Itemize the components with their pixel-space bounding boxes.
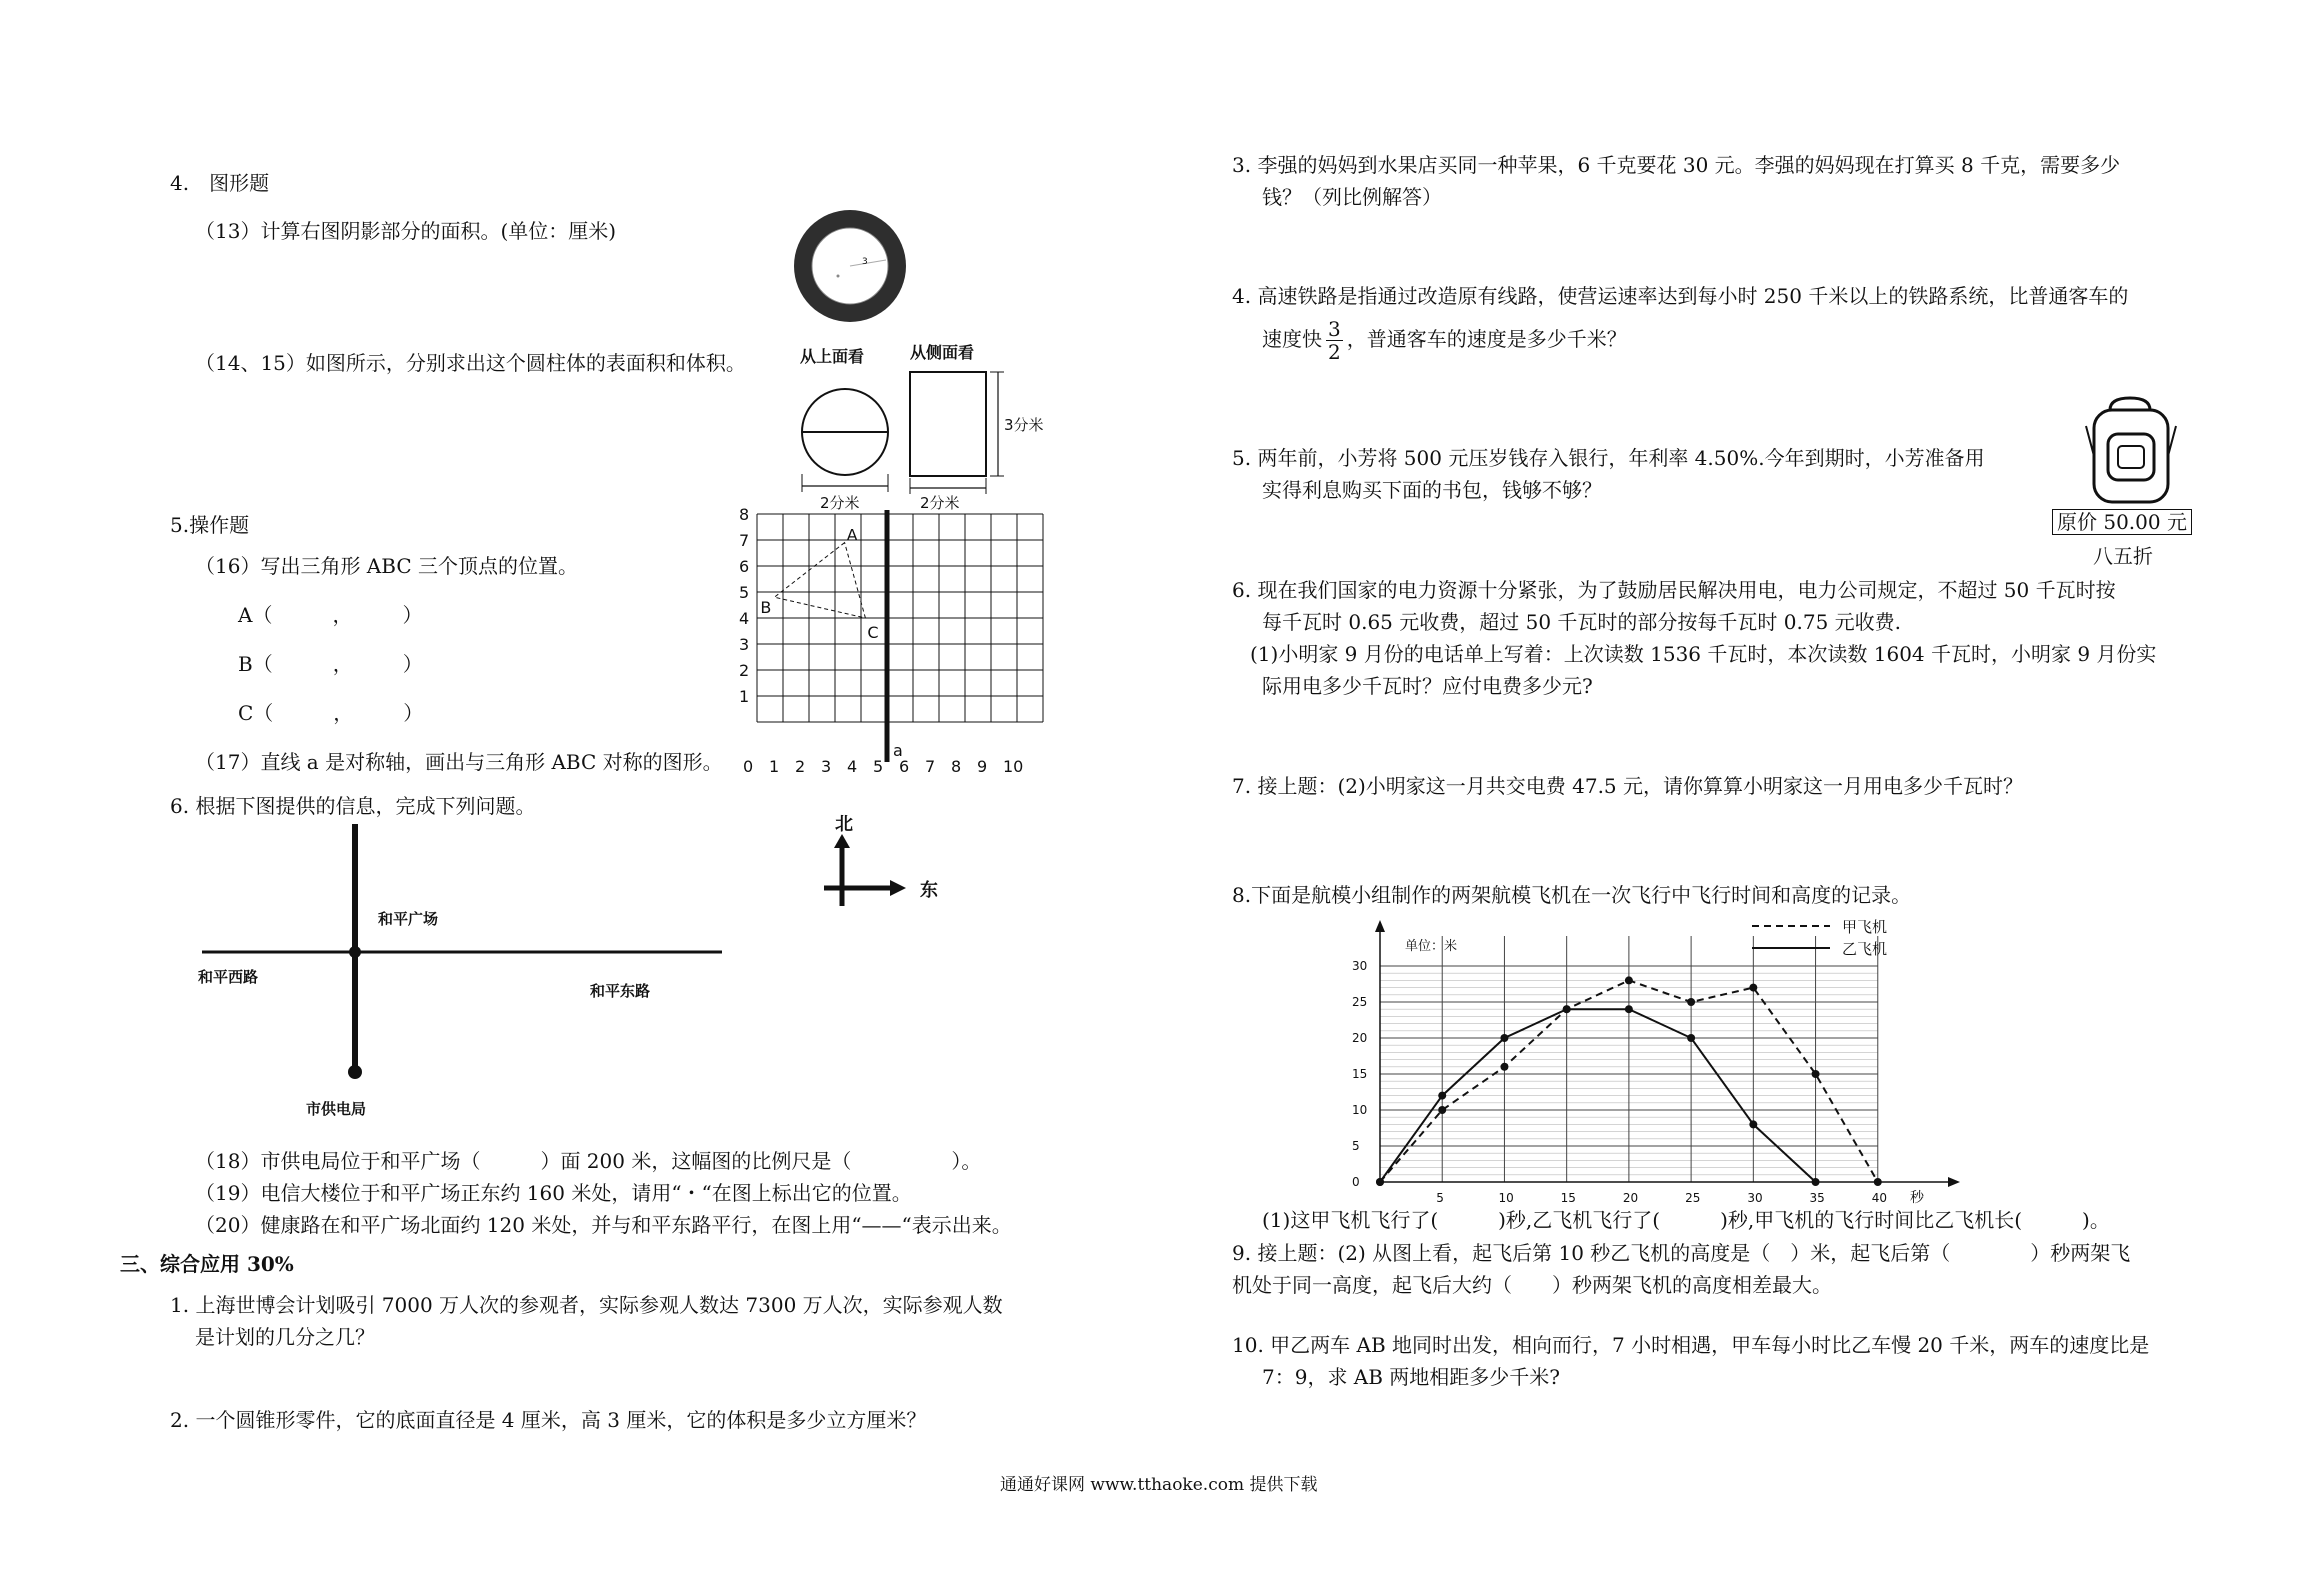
grid-y-tick: 6	[739, 557, 750, 576]
grid-y-tick: 3	[739, 635, 750, 654]
grid-y-tick: 8	[739, 508, 750, 524]
chart-y-tick: 25	[1352, 995, 1368, 1009]
west-road-label: 和平西路	[198, 968, 259, 986]
chart-x-tick: 35	[1809, 1191, 1825, 1205]
app-10-line1: 10. 甲乙两车 AB 地同时出发，相向而行，7 小时相遇，甲车每小时比乙车慢 20 千米，两车的速度比是	[1232, 1333, 2150, 1357]
data-point	[1874, 1178, 1882, 1186]
fraction	[1326, 318, 1343, 363]
data-point	[1812, 1070, 1820, 1078]
grid-x-tick: 2	[795, 757, 806, 776]
square-label: 和平广场	[378, 910, 439, 928]
section-3-title: 三、综合应用 30%	[120, 1252, 294, 1276]
chart-y-tick: 15	[1352, 1067, 1368, 1081]
chart-y-arrow	[1375, 920, 1385, 932]
chart-y-tick: 30	[1352, 959, 1368, 973]
north-arrow	[834, 834, 850, 848]
app-8-question-1: (1)这甲飞机飞行了( )秒,乙飞机飞行了( )秒,甲飞机的飞行时间比乙飞机长( )。	[1262, 1208, 2110, 1232]
grid-x-tick: 8	[951, 757, 962, 776]
side-view-height: 3分米	[1004, 416, 1044, 434]
ring-radius-label: 3	[862, 257, 868, 267]
grid-y-ticks	[739, 508, 749, 706]
chart-x-tick: 30	[1747, 1191, 1763, 1205]
data-point	[1625, 1005, 1633, 1013]
app-6-line3: (1)小明家 9 月份的电话单上写着：上次读数 1536 千瓦时，本次读数 1604 千瓦时，小明家 9 月份实	[1250, 642, 2157, 666]
bureau-dot	[348, 1065, 362, 1079]
chart-y-tick: 10	[1352, 1103, 1368, 1117]
side-view-label: 从侧面看	[910, 343, 975, 362]
fraction-denominator: 2	[1328, 340, 1341, 364]
app-3-line2: 钱？（列比例解答）	[1262, 185, 1442, 209]
grid-x-tick: 6	[899, 757, 910, 776]
grid-y-tick: 2	[739, 661, 750, 680]
app-6-line2: 每千瓦时 0.65 元收费，超过 50 千瓦时的部分按每千瓦时 0.75 元收费.	[1262, 610, 1902, 634]
triangle-abc	[774, 543, 865, 618]
app-4-line1: 4. 高速铁路是指通过改造原有线路，使营运速率达到每小时 250 千米以上的铁路系统，比普通客车的	[1232, 284, 2129, 308]
data-point	[1749, 1120, 1757, 1128]
question-14-15: （14、15）如图所示，分别求出这个圆柱体的表面积和体积。	[195, 351, 746, 375]
legend-label: 甲飞机	[1842, 918, 1888, 936]
north-label: 北	[835, 814, 853, 835]
east-label: 东	[920, 880, 938, 901]
app-1-line2: 是计划的几分之几？	[195, 1325, 375, 1349]
grid-x-tick: 5	[873, 757, 884, 776]
backpack-icon	[2080, 396, 2182, 508]
east-road-label: 和平东路	[590, 982, 651, 1000]
bureau-label: 市供电局	[306, 1100, 367, 1118]
question-16: （16）写出三角形 ABC 三个顶点的位置。	[195, 554, 578, 578]
app-5-line1: 5. 两年前，小芳将 500 元压岁钱存入银行，年利率 4.50%.今年到期时，小芳准备用	[1232, 446, 1985, 470]
app-8: 8.下面是航模小组制作的两架航模飞机在一次飞行中飞行时间和高度的记录。	[1232, 883, 1912, 907]
chart-x-tick: 20	[1622, 1191, 1639, 1205]
question-18: （18）市供电局位于和平广场（ ）面 200 米，这幅图的比例尺是（ ）。	[195, 1149, 982, 1173]
app-9-line1: 9. 接上题：(2) 从图上看，起飞后第 10 秒乙飞机的高度是（ ）米，起飞后第（ ）秒两架飞	[1232, 1241, 2131, 1265]
data-point	[1563, 1005, 1571, 1013]
footer: 通通好课网 www.tthaoke.com 提供下载	[1000, 1475, 1318, 1495]
app-6-line1: 6. 现在我们国家的电力资源十分紧张，为了鼓励居民解决用电，电力公司规定，不超过 50 千瓦时按	[1232, 578, 2116, 602]
section-5-title: 5.操作题	[170, 513, 250, 537]
center-dot	[837, 275, 840, 278]
answer-a: A（ ， ）	[238, 603, 423, 627]
grid-x-ticks	[743, 757, 1023, 776]
square-dot	[349, 946, 361, 958]
question-20: （20）健康路在和平广场北面约 120 米处，并与和平东路平行，在图上用“——“表示出来。	[195, 1213, 1012, 1237]
data-point	[1812, 1178, 1820, 1186]
grid-x-tick: 3	[821, 757, 832, 776]
grid-x-tick: 1	[769, 757, 780, 776]
data-point	[1625, 976, 1633, 984]
ring-figure	[790, 206, 910, 326]
chart-y-tick: 0	[1352, 1175, 1360, 1189]
grid-y-tick: 5	[739, 583, 750, 602]
chart-legend	[1752, 918, 1887, 958]
cylinder-views	[790, 342, 1080, 512]
data-point	[1687, 1034, 1695, 1042]
grid-y-tick: 4	[739, 609, 750, 628]
chart-y-tick: 20	[1352, 1031, 1368, 1045]
chart-x-ticks	[1436, 1191, 1887, 1205]
app-4-line2b: ，普通客车的速度是多少千米？	[1346, 327, 1627, 351]
grid-x-tick: 9	[977, 757, 988, 776]
side-view-rect	[910, 372, 986, 476]
coordinate-grid	[735, 508, 1055, 790]
flight-chart	[1300, 918, 1980, 1216]
chart-x-arrow	[1948, 1177, 1960, 1187]
answer-c: C（ ， ）	[238, 701, 424, 725]
grid-x-tick: 10	[1003, 757, 1024, 776]
bag-discount: 八五折	[2093, 544, 2153, 568]
app-4-line2a: 速度快	[1262, 327, 1322, 351]
app-7: 7. 接上题：(2)小明家这一月共交电费 47.5 元，请你算算小明家这一月用电多少千瓦时？	[1232, 774, 2024, 798]
data-point	[1500, 1034, 1508, 1042]
axis-a-label: a	[893, 741, 903, 760]
chart-y-ticks	[1352, 959, 1367, 1189]
grid-y-tick: 1	[739, 687, 750, 706]
question-6: 6. 根据下图提供的信息，完成下列问题。	[170, 794, 536, 818]
data-point	[1438, 1106, 1446, 1114]
chart-xlabel: 秒	[1910, 1190, 1924, 1206]
data-point	[1438, 1092, 1446, 1100]
chart-y-tick: 5	[1352, 1139, 1360, 1153]
chart-x-tick: 5	[1436, 1191, 1444, 1205]
app-1-line1: 1. 上海世博会计划吸引 7000 万人次的参观者，实际参观人数达 7300 万人次，实际参观人数	[170, 1293, 1003, 1317]
chart-axes	[1375, 920, 1960, 1187]
question-19: （19）电信大楼位于和平广场正东约 160 米处，请用“・“在图上标出它的位置。	[195, 1181, 912, 1205]
data-point	[1687, 998, 1695, 1006]
east-arrow	[890, 880, 906, 896]
grid-x-tick: 7	[925, 757, 936, 776]
top-view-label: 从上面看	[800, 347, 865, 366]
vertex-b-label: B	[760, 598, 772, 618]
question-17: （17）直线 a 是对称轴，画出与三角形 ABC 对称的图形。	[195, 750, 723, 774]
section-4-title: 4. 图形题	[170, 171, 270, 195]
chart-ylabel: 单位：米	[1405, 939, 1458, 954]
grid-lines	[757, 514, 1043, 722]
top-view-dimension: 2分米	[820, 494, 860, 512]
legend-label: 乙飞机	[1842, 940, 1888, 958]
grid-y-tick: 7	[739, 531, 750, 550]
grid-x-tick: 0	[743, 757, 754, 776]
map-figure	[190, 820, 750, 1120]
app-4-line2	[1262, 314, 1627, 364]
vertex-c-label: C	[867, 623, 879, 642]
vertex-a-label: A	[846, 525, 858, 545]
question-13: （13）计算右图阴影部分的面积。(单位：厘米)	[195, 219, 617, 243]
app-9-line2: 机处于同一高度，起飞后大约（ ）秒两架飞机的高度相差最大。	[1232, 1273, 1832, 1297]
compass	[810, 808, 960, 908]
grid-x-tick: 4	[847, 757, 858, 776]
app-2: 2. 一个圆锥形零件，它的底面直径是 4 厘米，高 3 厘米，它的体积是多少立方厘米？	[170, 1408, 927, 1432]
data-point	[1376, 1178, 1384, 1186]
side-view-width: 2分米	[920, 494, 960, 512]
fraction-numerator: 3	[1328, 317, 1341, 341]
answer-b: B（ ， ）	[238, 652, 423, 676]
chart-x-tick: 25	[1685, 1191, 1701, 1205]
chart-x-tick: 15	[1560, 1191, 1576, 1205]
app-5-line2: 实得利息购买下面的书包，钱够不够？	[1262, 478, 1602, 502]
chart-grid	[1380, 936, 1878, 1182]
bag-price: 原价 50.00 元	[2052, 509, 2192, 535]
data-point	[1500, 1063, 1508, 1071]
chart-x-tick: 40	[1871, 1191, 1888, 1205]
app-6-line4: 际用电多少千瓦时？应付电费多少元?	[1262, 674, 1593, 698]
app-10-line2: 7：9，求 AB 两地相距多少千米?	[1262, 1365, 1561, 1389]
chart-x-tick: 10	[1498, 1191, 1514, 1205]
app-3-line1: 3. 李强的妈妈到水果店买同一种苹果，6 千克要花 30 元。李强的妈妈现在打算买 8 千克，需要多少	[1232, 153, 2121, 177]
data-point	[1749, 984, 1757, 992]
